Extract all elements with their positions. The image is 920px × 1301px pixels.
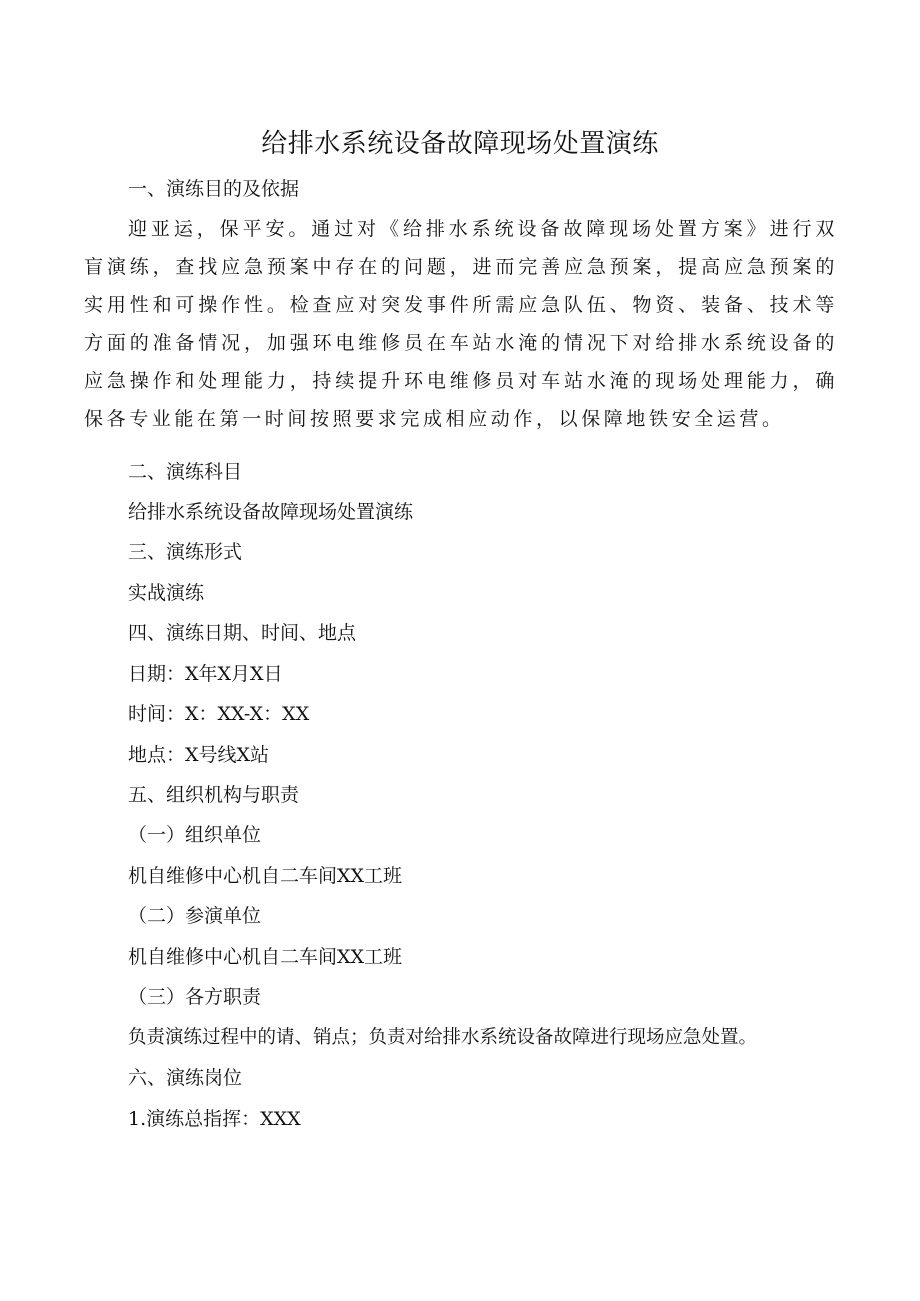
organizer-body: 机自维修中心机自二车间XX工班	[128, 865, 403, 887]
section-heading-subject: 二、演练科目	[128, 461, 243, 483]
document-title: 给排水系统设备故障现场处置演练	[261, 129, 659, 159]
schedule-place: 地点：X号线X站	[128, 744, 270, 766]
section-heading-schedule: 四、演练日期、时间、地点	[128, 622, 357, 644]
responsibilities-body: 负责演练过程中的请、销点；负责对给排水系统设备故障进行现场应急处置。	[128, 1027, 758, 1048]
section-heading-positions: 六、演练岗位	[128, 1067, 243, 1089]
schedule-time: 时间：X：XX-X：XX	[128, 703, 310, 725]
schedule-date: 日期：X年X月X日	[128, 663, 283, 685]
section-heading-organization: 五、组织机构与职责	[128, 784, 300, 806]
position-item-1: 1.演练总指挥：XXX	[128, 1108, 301, 1130]
subheading-organizer: （一）组织单位	[128, 824, 262, 846]
section-body-purpose: 迎亚运，保平安。通过对《给排水系统设备故障现场处置方案》进行双盲演练，查找应急预案中存在的问题，进而完善应急预案，提高应急预案的实用性和可操作性。检查应对突发事件所需应急队伍、物资、装备、技术等方面的准备情况，加强环电维修员在车站水淹的情况下对给排水系统设备的应急操作和处理能力，持续提升环电维修员对车站水淹的现场处理能力，确保各专业能在第一时间按照要求完成相应动作，以保障地铁安全运营。	[84, 218, 838, 430]
section-body-subject: 给排水系统设备故障现场处置演练	[128, 501, 414, 523]
participants-body: 机自维修中心机自二车间XX工班	[128, 946, 403, 968]
section-heading-purpose: 一、演练目的及依据	[128, 178, 300, 200]
subheading-participants: （二）参演单位	[128, 905, 262, 927]
subheading-responsibilities: （三）各方职责	[128, 986, 262, 1008]
section-body-form: 实战演练	[128, 582, 205, 604]
section-heading-form: 三、演练形式	[128, 541, 243, 563]
